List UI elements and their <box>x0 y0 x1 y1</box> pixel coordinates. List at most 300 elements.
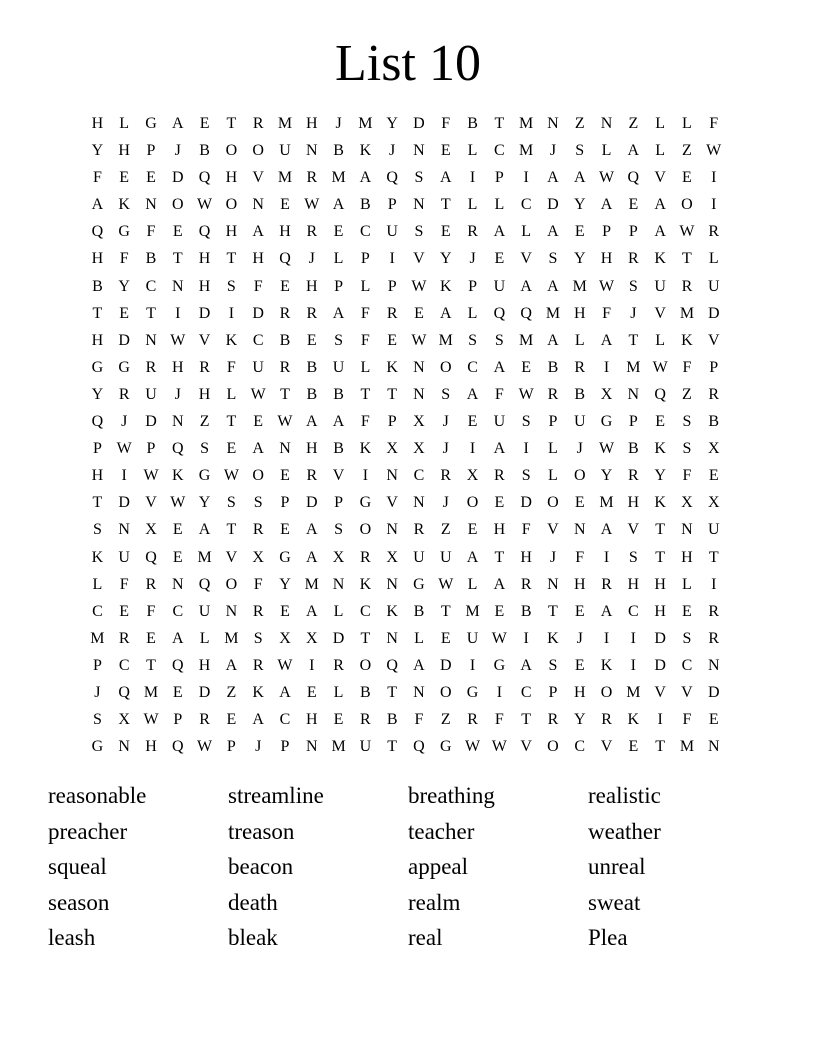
grid-row <box>84 195 727 222</box>
grid-letter: R <box>708 223 720 241</box>
grid-letter: R <box>467 223 478 241</box>
grid-letter: T <box>226 250 237 268</box>
grid-letter: M <box>519 115 534 132</box>
grid-letter: T <box>655 521 666 539</box>
grid-letter: R <box>306 467 318 485</box>
grid-letter: Q <box>654 385 666 403</box>
grid-letter: Z <box>574 115 585 132</box>
grid-letter: Q <box>91 413 104 431</box>
grid-letter: R <box>252 521 264 539</box>
grid-letter: R <box>601 711 612 729</box>
grid-letter: A <box>305 548 318 566</box>
grid-letter: W <box>197 196 213 214</box>
grid-letter: C <box>118 656 130 674</box>
grid-letter: V <box>654 304 666 322</box>
grid-letter: G <box>279 548 291 566</box>
grid-row <box>84 602 727 629</box>
grid-letter: E <box>440 223 451 241</box>
grid-letter: N <box>627 385 640 403</box>
grid-letter: F <box>494 385 504 403</box>
grid-letter: B <box>467 115 478 132</box>
grid-letter: N <box>145 196 157 214</box>
word-list-item: appeal <box>408 854 469 879</box>
grid-letter: Y <box>439 250 452 268</box>
grid-letter: R <box>252 656 264 674</box>
grid-letter: J <box>94 683 101 701</box>
grid-letter: D <box>145 413 157 431</box>
grid-letter: X <box>707 494 720 512</box>
grid-letter: T <box>655 548 666 566</box>
grid-letter: W <box>491 738 507 756</box>
grid-letter: X <box>332 548 345 566</box>
grid-letter: T <box>226 115 237 132</box>
grid-letter: E <box>655 413 666 431</box>
grid-letter: F <box>92 169 102 187</box>
grid-letter: S <box>682 440 692 458</box>
word-list-item: bleak <box>228 925 278 950</box>
grid-letter: W <box>170 331 186 349</box>
grid-letter: G <box>118 358 130 376</box>
grid-letter: C <box>360 223 371 241</box>
grid-letter: F <box>119 575 129 593</box>
grid-letter: X <box>252 548 264 566</box>
grid-letter: U <box>359 738 372 756</box>
grid-letter: W <box>652 358 668 376</box>
word-list-item: teacher <box>408 818 475 844</box>
grid-letter: I <box>657 711 663 729</box>
grid-letter: D <box>439 656 452 674</box>
grid-letter: B <box>333 142 344 160</box>
grid-letter: I <box>523 629 529 647</box>
grid-letter: G <box>493 656 506 674</box>
grid-letter: A <box>493 440 506 458</box>
grid-letter: D <box>413 115 425 132</box>
grid-letter: R <box>708 602 720 620</box>
grid-letter: F <box>441 115 451 132</box>
grid-row <box>84 520 727 547</box>
grid-letter: V <box>547 521 559 539</box>
grid-letter: M <box>331 738 346 756</box>
grid-letter: A <box>225 656 238 674</box>
grid-letter: M <box>545 304 561 322</box>
grid-letter: R <box>440 467 452 485</box>
grid-letter: E <box>574 223 585 241</box>
grid-letter: E <box>628 738 639 756</box>
grid-letter: A <box>493 223 506 241</box>
grid-letter: G <box>91 738 104 756</box>
page-title: List 10 <box>335 35 481 92</box>
grid-letter: M <box>224 629 239 647</box>
grid-letter: Q <box>172 440 184 458</box>
grid-letter: H <box>305 277 318 295</box>
grid-letter: H <box>91 467 104 485</box>
grid-letter: B <box>279 331 291 349</box>
grid-letter: C <box>360 602 371 620</box>
grid-letter: X <box>145 521 157 539</box>
grid-letter: Q <box>493 304 506 322</box>
grid-letter: R <box>547 711 559 729</box>
grid-letter: F <box>682 358 692 376</box>
grid-letter: S <box>200 440 210 458</box>
grid-letter: N <box>547 575 559 593</box>
grid-letter: N <box>172 413 184 431</box>
grid-letter: E <box>172 521 183 539</box>
grid-letter: H <box>91 115 104 132</box>
grid-letter: C <box>172 602 184 620</box>
grid-letter: O <box>573 467 586 485</box>
grid-letter: K <box>91 548 104 566</box>
grid-letter: F <box>602 304 611 322</box>
grid-letter: O <box>439 683 452 701</box>
grid-letter: A <box>439 169 452 187</box>
grid-letter: E <box>306 331 317 349</box>
grid-letter: R <box>628 467 639 485</box>
grid-letter: X <box>386 548 398 566</box>
grid-letter: G <box>91 358 104 376</box>
grid-letter: E <box>574 656 585 674</box>
grid-letter: D <box>305 494 318 512</box>
grid-letter: P <box>280 494 290 512</box>
grid-letter: O <box>225 575 238 593</box>
word-list-item: realm <box>408 889 461 915</box>
grid-letter: T <box>494 548 505 566</box>
grid-letter: Z <box>682 142 692 160</box>
grid-letter: E <box>280 521 290 539</box>
grid-letter: P <box>628 413 638 431</box>
grid-letter: R <box>199 358 210 376</box>
grid-letter: K <box>359 142 372 160</box>
grid-letter: T <box>360 629 371 647</box>
grid-letter: N <box>386 629 398 647</box>
grid-letter: C <box>92 602 103 620</box>
grid-letter: N <box>386 575 398 593</box>
grid-letter: W <box>491 629 507 647</box>
grid-letter: D <box>198 304 211 322</box>
grid-letter: L <box>655 331 666 349</box>
grid-letter: B <box>360 196 371 214</box>
grid-letter: Y <box>573 250 586 268</box>
grid-row <box>84 656 727 683</box>
grid-letter: A <box>573 169 586 187</box>
grid-row <box>84 412 727 439</box>
grid-letter: Y <box>118 277 130 295</box>
grid-letter: H <box>600 250 613 268</box>
grid-letter: D <box>520 494 532 512</box>
grid-letter: W <box>197 738 213 756</box>
grid-letter: L <box>467 142 478 160</box>
grid-letter: R <box>252 115 264 132</box>
grid-row <box>84 548 727 575</box>
grid-letter: N <box>413 196 425 214</box>
word-list-item: beacon <box>228 854 294 879</box>
grid-letter: Q <box>118 683 130 701</box>
grid-letter: M <box>626 683 641 701</box>
grid-letter: A <box>305 602 318 620</box>
grid-letter: I <box>309 656 315 674</box>
grid-letter: R <box>681 277 693 295</box>
grid-letter: I <box>389 250 395 268</box>
grid-letter: L <box>548 440 558 458</box>
grid-row <box>84 249 727 276</box>
word-list-item: leash <box>48 925 96 950</box>
grid-letter: R <box>628 250 639 268</box>
grid-letter: S <box>521 413 531 431</box>
grid-letter: W <box>143 711 159 729</box>
grid-letter: T <box>172 250 183 268</box>
grid-letter: I <box>603 629 610 647</box>
grid-letter: L <box>467 196 478 214</box>
grid-letter: E <box>172 548 183 566</box>
grid-letter: N <box>172 277 184 295</box>
grid-letter: W <box>277 413 293 431</box>
grid-letter: M <box>277 115 293 132</box>
grid-letter: T <box>708 548 719 566</box>
grid-letter: W <box>411 277 427 295</box>
grid-letter: E <box>333 711 344 729</box>
grid-letter: V <box>198 331 211 349</box>
grid-letter: K <box>681 331 693 349</box>
grid-letter: O <box>359 656 372 674</box>
grid-letter: R <box>386 304 398 322</box>
grid-letter: H <box>305 115 318 132</box>
grid-letter: A <box>252 440 264 458</box>
grid-letter: J <box>308 250 315 268</box>
grid-letter: N <box>707 738 720 756</box>
grid-letter: H <box>225 169 238 187</box>
grid-letter: A <box>305 521 318 539</box>
grid-letter: O <box>681 196 693 214</box>
grid-letter: R <box>360 548 371 566</box>
grid-letter: C <box>574 738 586 756</box>
grid-letter: S <box>682 413 692 431</box>
grid-letter: X <box>466 467 479 485</box>
grid-letter: D <box>707 683 720 701</box>
grid-letter: L <box>682 575 692 593</box>
grid-letter: H <box>198 656 211 674</box>
grid-letter: N <box>118 738 130 756</box>
grid-letter: P <box>387 413 397 431</box>
grid-letter: Y <box>91 142 104 160</box>
grid-letter: S <box>226 494 236 512</box>
grid-letter: G <box>198 467 211 485</box>
grid-letter: L <box>119 115 130 132</box>
grid-letter: F <box>682 711 692 729</box>
grid-letter: N <box>145 331 157 349</box>
grid-letter: E <box>306 683 317 701</box>
grid-letter: V <box>413 250 425 268</box>
grid-letter: A <box>305 413 318 431</box>
grid-letter: R <box>601 575 612 593</box>
grid-letter: L <box>682 115 692 132</box>
grid-letter: O <box>252 467 264 485</box>
grid-letter: I <box>711 196 717 214</box>
grid-letter: G <box>359 494 372 512</box>
grid-letter: L <box>199 629 210 647</box>
grid-letter: R <box>118 385 130 403</box>
grid-letter: N <box>681 521 693 539</box>
grid-letter: K <box>627 711 640 729</box>
grid-letter: X <box>386 440 398 458</box>
grid-letter: R <box>708 629 720 647</box>
grid-letter: M <box>277 169 293 187</box>
grid-letter: A <box>600 196 613 214</box>
grid-letter: V <box>386 494 398 512</box>
grid-letter: V <box>332 467 345 485</box>
grid-letter: T <box>92 304 103 322</box>
grid-letter: M <box>679 738 695 756</box>
grid-letter: N <box>573 521 586 539</box>
grid-letter: T <box>628 331 639 349</box>
grid-letter: T <box>226 413 237 431</box>
grid-letter: B <box>708 413 720 431</box>
grid-letter: R <box>708 385 720 403</box>
grid-letter: E <box>119 602 130 620</box>
grid-letter: C <box>520 683 532 701</box>
grid-letter: I <box>603 358 610 376</box>
grid-letter: A <box>600 521 613 539</box>
grid-letter: J <box>255 738 262 756</box>
grid-letter: Q <box>198 575 211 593</box>
grid-letter: K <box>547 629 559 647</box>
grid-letter: W <box>277 656 293 674</box>
grid-row <box>84 331 727 358</box>
grid-letter: A <box>547 277 559 295</box>
grid-letter: V <box>600 738 613 756</box>
grid-row <box>84 493 727 520</box>
grid-letter: D <box>707 304 720 322</box>
grid-letter: L <box>574 331 585 349</box>
grid-letter: V <box>654 683 666 701</box>
grid-letter: K <box>252 683 264 701</box>
grid-letter: C <box>520 196 532 214</box>
grid-letter: I <box>630 656 636 674</box>
grid-letter: W <box>706 142 722 160</box>
grid-letter: E <box>494 602 505 620</box>
grid-letter: Q <box>627 169 640 187</box>
grid-letter: X <box>305 629 318 647</box>
grid-letter: A <box>520 277 532 295</box>
grid-letter: H <box>118 142 130 160</box>
grid-row <box>84 358 727 385</box>
grid-letter: R <box>279 358 291 376</box>
grid-letter: X <box>707 440 720 458</box>
grid-letter: Y <box>198 494 211 512</box>
grid-letter: N <box>118 521 130 539</box>
grid-letter: Q <box>520 304 532 322</box>
grid-letter: R <box>547 385 559 403</box>
grid-letter: Z <box>440 711 451 729</box>
grid-letter: E <box>172 223 183 241</box>
grid-letter: P <box>602 223 611 241</box>
grid-letter: P <box>334 277 344 295</box>
grid-letter: V <box>520 250 532 268</box>
grid-letter: I <box>711 575 717 593</box>
grid-letter: N <box>305 142 318 160</box>
grid-letter: K <box>118 196 130 214</box>
grid-letter: H <box>493 521 506 539</box>
grid-letter: L <box>467 575 478 593</box>
grid-letter: X <box>118 711 130 729</box>
grid-letter: X <box>413 413 425 431</box>
grid-letter: O <box>359 521 372 539</box>
grid-letter: S <box>628 277 638 295</box>
grid-letter: E <box>708 467 719 485</box>
grid-letter: D <box>547 196 559 214</box>
grid-letter: C <box>467 358 478 376</box>
grid-letter: E <box>199 115 210 132</box>
grid-letter: F <box>709 115 719 132</box>
grid-letter: O <box>225 196 238 214</box>
grid-letter: I <box>603 548 610 566</box>
grid-letter: N <box>600 115 613 132</box>
word-search-grid <box>84 114 727 764</box>
grid-letter: F <box>360 413 370 431</box>
word-list-item: death <box>228 889 278 915</box>
grid-letter: F <box>253 575 263 593</box>
grid-letter: H <box>305 711 318 729</box>
grid-letter: J <box>576 629 583 647</box>
grid-letter: H <box>573 683 586 701</box>
grid-letter: L <box>333 250 344 268</box>
grid-letter: I <box>496 683 503 701</box>
grid-letter: N <box>279 440 291 458</box>
grid-letter: Q <box>386 656 398 674</box>
grid-letter: B <box>145 250 157 268</box>
grid-letter: B <box>306 385 318 403</box>
grid-letter: B <box>547 358 559 376</box>
grid-letter: O <box>225 142 238 160</box>
grid-letter: X <box>681 494 693 512</box>
grid-letter: R <box>118 629 130 647</box>
grid-letter: A <box>493 575 506 593</box>
grid-letter: E <box>280 602 290 620</box>
grid-letter: Q <box>413 738 425 756</box>
grid-letter: B <box>386 711 398 729</box>
grid-letter: B <box>520 602 532 620</box>
grid-letter: L <box>708 250 719 268</box>
grid-letter: D <box>654 629 666 647</box>
grid-letter: T <box>92 494 103 512</box>
grid-letter: A <box>466 548 479 566</box>
grid-letter: A <box>520 656 532 674</box>
word-list-item: unreal <box>588 854 646 879</box>
grid-letter: I <box>469 169 476 187</box>
grid-letter: S <box>92 521 102 539</box>
grid-letter: P <box>468 277 477 295</box>
grid-letter: P <box>334 494 344 512</box>
grid-letter: E <box>146 629 156 647</box>
grid-letter: R <box>306 223 318 241</box>
grid-letter: H <box>573 304 586 322</box>
grid-letter: V <box>225 548 238 566</box>
grid-letter: G <box>145 115 157 132</box>
grid-letter: G <box>413 575 425 593</box>
grid-letter: P <box>173 711 183 729</box>
grid-letter: P <box>548 683 558 701</box>
grid-letter: T <box>146 304 156 322</box>
grid-letter: E <box>467 521 478 539</box>
grid-letter: C <box>252 331 264 349</box>
grid-letter: U <box>413 548 425 566</box>
grid-letter: B <box>306 358 318 376</box>
grid-letter: H <box>198 250 211 268</box>
grid-letter: A <box>413 656 425 674</box>
grid-letter: L <box>360 277 371 295</box>
grid-letter: H <box>520 548 532 566</box>
grid-letter: J <box>469 250 476 268</box>
grid-letter: U <box>493 413 506 431</box>
grid-letter: W <box>170 494 186 512</box>
